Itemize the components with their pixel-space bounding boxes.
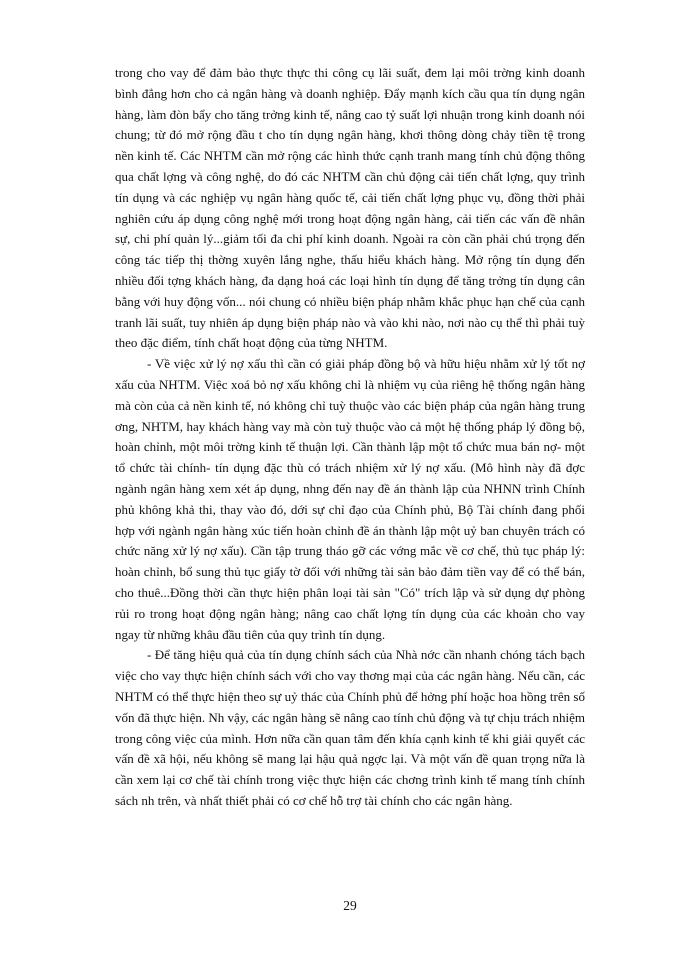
paragraph-1: trong cho vay để đảm bảo thực thực thi công cụ lãi suất, đem lại môi trờng kinh doanh bình đẳng hơn cho cả ngân hàng và doanh nghiệp. Đẩy mạnh kích cầu qua tín dụng ngân hàng, làm đòn bẩy cho tăng trởng kinh tế, nâng cao tỷ suất lợi nhuận trong kinh doanh nói chung; từ đó mở rộng đầu t cho tín dụng ngân hàng, khơi thông dòng chảy tiền tệ trong nền kinh tế. Các NHTM cần mở rộng các hình thức cạnh tranh mang tính chủ động thông qua chất lợng và công nghệ, do đó các NHTM cần chủ động cải tiến chất lợng, quy trình tín dụng và các nghiệp vụ ngân hàng quốc tế, cải tiến chất lợng phục vụ, đồng thời phải nghiên cứu áp dụng công nghệ mới trong hoạt động ngân hàng, cải tiến các vấn đề nhân sự, chi phí quản lý...giảm tối đa chi phí kinh doanh. Ngoài ra còn cần phải chú trọng đến công tác tiếp thị thờng xuyên lắng nghe, thấu hiểu khách hàng. Mở rộng tín dụng đến nhiều đối tợng khách hàng, đa dạng hoá các loại hình tín dụng để tăng trởng tín dụng cân bằng với huy động vốn... nói chung có nhiều biện pháp nhằm khắc phục hạn chế của cạnh tranh lãi suất, tuy nhiên áp dụng biện pháp nào và vào khi nào, nơi nào cụ thể thì phải tuỳ theo đặc điểm, tính chất hoạt động của từng NHTM.: [115, 65, 585, 351]
body-text: [115, 63, 585, 812]
page-number: 29: [343, 898, 357, 913]
paragraph-3: - Để tăng hiệu quả của tín dụng chính sách của Nhà nớc cần nhanh chóng tách bạch việc cho vay thực hiện chính sách với cho vay thơng mại của các ngân hàng. Nếu cần, các NHTM có thể thực hiện theo sự uỷ thác của Chính phủ để hởng phí hoặc hoa hồng trên số vốn đã thực hiện. Nh vậy, các ngân hàng sẽ nâng cao tính chủ động và tự chịu trách nhiệm trong công việc của mình. Hơn nữa cần quan tâm đến khía cạnh kinh tế khi giải quyết các vấn đề xã hội, nếu không sẽ mang lại hậu quả ngợc lại. Và một vấn đề quan trọng nữa là cần xem lại cơ chế tài chính trong việc thực hiện các chơng trình kinh tế mang tính chính sách nh trên, và nhất thiết phải có cơ chế hỗ trợ tài chính cho các ngân hàng.: [115, 647, 585, 808]
paragraph-2: - Về việc xử lý nợ xấu thì cần có giải pháp đồng bộ và hữu hiệu nhằm xử lý tốt nợ xấu của NHTM. Việc xoá bỏ nợ xấu không chỉ là nhiệm vụ của riêng hệ thống ngân hàng mà còn của cả nền kinh tế, nó không chỉ tuỳ thuộc vào các biện pháp của ngân hàng trung ơng, NHTM, hay khách hàng vay mà còn tuỳ thuộc vào cả một hệ thống pháp lý đồng bộ, hoàn chỉnh, một môi trờng kinh tế thuận lợi. Cần thành lập một tổ chức mua bán nợ- một tổ chức tài chính- tín dụng đặc thù có trách nhiệm xử lý nợ xấu. (Mô hình này đã đợc ngành ngân hàng xem xét áp dụng, nhng đến nay đề án thành lập của NHNN trình Chính phủ không khả thi, thay vào đó, dới sự chỉ đạo của Chính phủ, Bộ Tài chính đang phối hợp với ngành ngân hàng xúc tiến hoàn chỉnh đề án thành lập một uỷ ban chuyên trách có chức năng xử lý nợ xấu). Cần tập trung tháo gỡ các vớng mắc về cơ chế, thủ tục pháp lý: hoàn chỉnh, bổ sung thủ tục giấy tờ đối với những tài sản bảo đảm tiền vay để có thể bán, cho thuê...Đồng thời cần thực hiện phân loại tài sản "Có" trích lập và sử dụng dự phòng rủi ro trong hoạt động ngân hàng; nâng cao chất lợng tín dụng của các khoản cho vay ngay từ những khâu đầu tiên của quy trình tín dụng.: [115, 356, 585, 642]
